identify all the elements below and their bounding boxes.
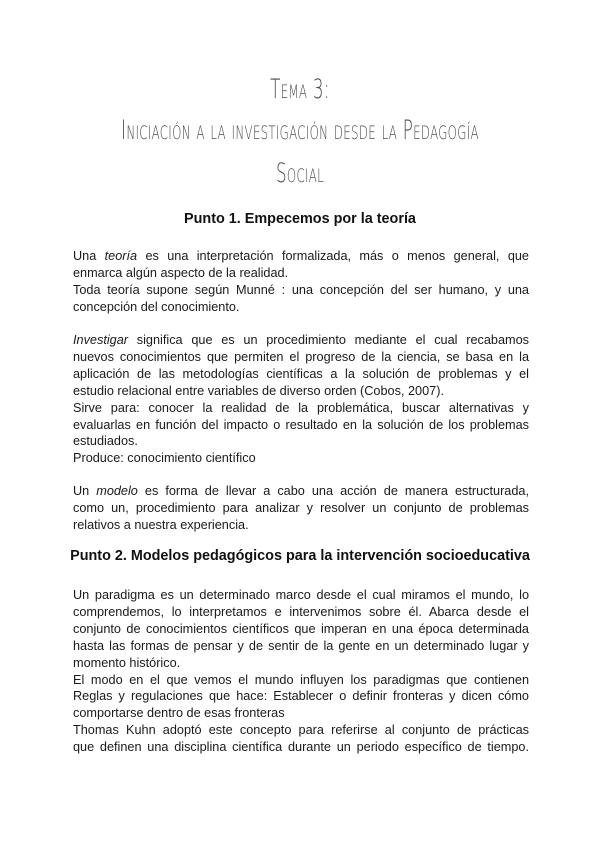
- term-teoria: teoría: [104, 249, 138, 263]
- title-line-3: Social: [275, 158, 325, 189]
- paragraph-line: [73, 332, 529, 349]
- paragraph-line: evaluarlas en función del impacto o resultado en la solución de los problemas: [73, 417, 529, 432]
- text-run: significa que es un procedimiento mediante el cual recabamos: [128, 333, 529, 347]
- paragraph-line: nuevos conocimientos que permiten el progreso de la ciencia, se basa en la: [73, 349, 529, 364]
- paragraph-line: [73, 483, 529, 500]
- paragraph-teoria: [73, 248, 529, 316]
- paragraph-modelo: [73, 483, 529, 534]
- paragraph-line: Thomas Kuhn adoptó este concepto para referirse al conjunto de prácticas: [73, 723, 529, 738]
- paragraph-line: enmarca algún aspecto de la realidad.: [73, 265, 289, 280]
- paragraph-line: que definen una disciplina científica durante un periodo específico de tiempo.: [73, 740, 529, 755]
- term-investigar: Investigar: [73, 333, 129, 347]
- paragraph-line: Un paradigma es un determinado marco desde el cual miramos el mundo, lo: [73, 588, 529, 602]
- text-run: Un: [73, 484, 97, 498]
- paragraph-line: concepción del conocimiento.: [73, 299, 240, 314]
- text-run: Una: [73, 249, 105, 263]
- text-run: es forma de llevar a cabo una acción de manera estructurada,: [137, 484, 529, 498]
- paragraph-line: estudio relacional entre variables de diverso orden (Cobos, 2007).: [73, 383, 444, 398]
- paragraph-paradigma: [73, 587, 529, 756]
- paragraph-line: Produce: conocimiento científico: [73, 451, 256, 466]
- paragraph-line: hasta las formas de pensar y de sentir de la gente en un determinado lugar y: [73, 638, 529, 653]
- term-modelo: modelo: [96, 484, 138, 498]
- title-line-1: Tema 3:: [270, 74, 330, 105]
- paragraph-line: comportarse dentro de esas fronteras: [73, 706, 285, 721]
- paragraph-investigar: [73, 332, 529, 467]
- paragraph-line: aplicación de las metodologías científicas a la solución de problemas y el: [73, 366, 529, 381]
- paragraph-line: El modo en el que vemos el mundo influyen los paradigmas que contienen: [73, 672, 529, 687]
- text-run: es una interpretación formalizada, más o menos general, que: [137, 249, 529, 263]
- paragraph-line: como un, procedimiento para analizar y resolver un conjunto de problemas: [73, 500, 529, 515]
- paragraph-line: comprendemos, lo interpretamos e intervenimos sobre él. Abarca desde el: [73, 604, 529, 619]
- title-line-2: Iniciación a la investigación desde la Pedagogía: [121, 115, 479, 146]
- paragraph-line: estudiados.: [73, 434, 138, 449]
- paragraph-line: relativos a nuestra experiencia.: [73, 517, 249, 532]
- paragraph-line: Sirve para: conocer la realidad de la problemática, buscar alternativas y: [73, 400, 529, 415]
- paragraph-line: Toda teoría supone según Munné : una concepción del ser humano, y una: [73, 282, 529, 297]
- paragraph-line: conjunto de conocimientos científicos que imperan en una época determinada: [73, 621, 529, 636]
- paragraph-line: Reglas y regulaciones que hace: Establecer o definir fronteras y dicen cómo: [73, 689, 529, 704]
- section-1-heading: Punto 1. Empecemos por la teoría: [184, 211, 416, 227]
- paragraph-line: [73, 248, 529, 265]
- paragraph-line: momento histórico.: [73, 655, 181, 670]
- section-2-heading: Punto 2. Modelos pedagógicos para la intervención socioeducativa: [70, 548, 530, 564]
